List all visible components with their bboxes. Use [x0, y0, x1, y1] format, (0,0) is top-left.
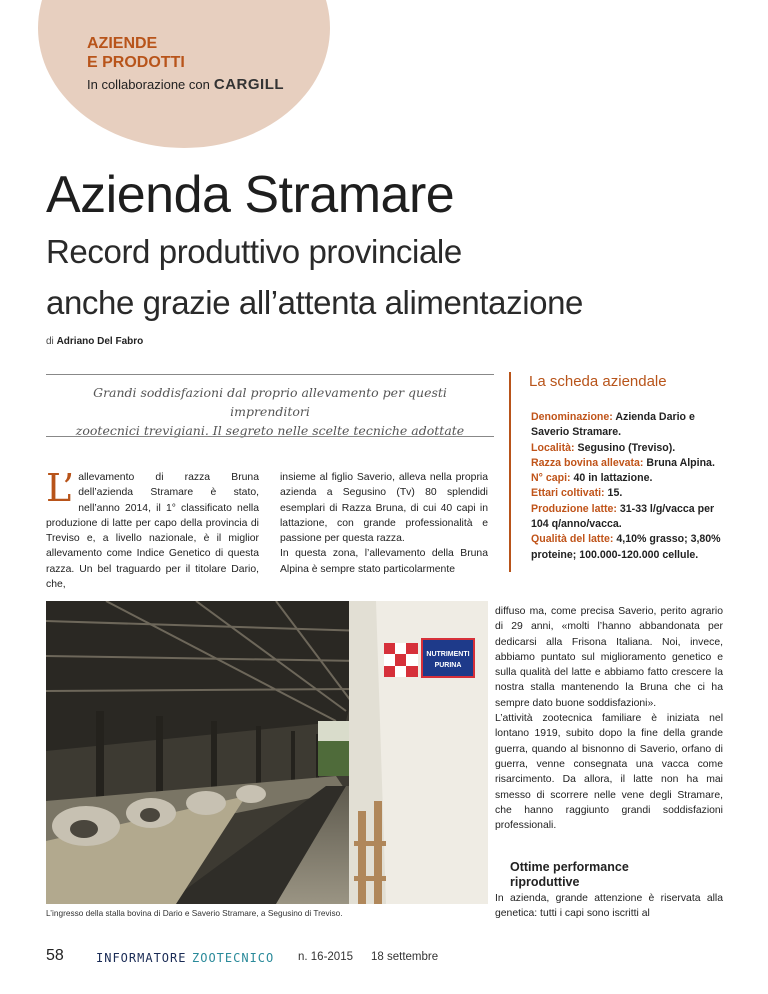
purina-logo-icon: [384, 643, 418, 677]
magazine-name-part1: INFORMATORE: [96, 951, 187, 965]
barn-photo-illustration: [46, 601, 488, 904]
lead-line2: zootecnici trevigiani. Il segreto nelle scelte tecniche adottate: [75, 423, 465, 438]
col3-text2: L’attività zootecnica familiare è iniziata nel lontano 1919, subito dopo la fine della grande guerra, quando al bisnonno di Saverio, orfano di guerra, venne consegnata una vacca come risarcimento. Da allora, il latte non ha mai smesso di scorrere nelle vene degli Stramare, che hanno raggiunto grandi soddisfazioni professionali.: [495, 713, 723, 832]
sidebar-facts: [531, 410, 731, 563]
col2-text: insieme al figlio Saverio, alleva nella propria azienda a Segusino (Tv) 80 splendidi esemplari di Razza Bruna, di cui 40 capi in lattazione, con grande professionalità e passione per questa razza.: [280, 472, 488, 545]
body-column-1: [46, 466, 259, 592]
fact-produzione: Produzione latte: 31-33 l/g/vacca per 104 q/anno/vacca.: [531, 502, 715, 531]
section-badge: [38, 0, 330, 148]
lead-line1: Grandi soddisfazioni dal proprio allevamento per questi imprenditori: [93, 385, 447, 419]
col1-text: allevamento di razza Bruna dell’azienda Stramare è stato, nell’anno 2014, il 1° classificato nella produzione di latte per capo della provincia di Treviso e, a livello nazionale, è il miglior allevamento come Indice Genetico di questa razza. Un bel traguardo per il titolare Dario, che,: [46, 472, 259, 591]
collab-prefix: In collaborazione con: [87, 77, 210, 92]
article-subtitle-line2: anche grazie all’attenta alimentazione: [46, 284, 583, 321]
section-line1: AZIENDE: [87, 35, 158, 52]
drop-cap: L’: [46, 466, 75, 510]
sidebar-accent-bar: [509, 372, 511, 572]
page-number: 58: [46, 947, 64, 964]
author: Adriano Del Fabro: [56, 336, 144, 347]
fact-qualita: Qualità del latte: 4,10% grasso; 3,80% proteine; 100.000-120.000 cellule.: [531, 533, 721, 561]
fact-capi: N° capi: 40 in lattazione.: [531, 472, 653, 485]
barn-photo: [46, 601, 488, 904]
article-title: Azienda Stramare: [46, 166, 455, 224]
issue-number: n. 16-2015: [298, 951, 353, 963]
lead-paragraph: [60, 383, 480, 440]
lead-top-rule: [46, 374, 494, 375]
article-subtitle-line1: Record produttivo provinciale: [46, 233, 462, 270]
fact-razza: Razza bovina allevata: Bruna Alpina.: [531, 456, 715, 469]
photo-caption: L’ingresso della stalla bovina di Dario e Saverio Stramare, a Segusino di Treviso.: [46, 908, 343, 918]
col3-text3: In azienda, grande attenzione è riservata alla genetica: tutti i capi sono iscritti al: [495, 893, 723, 920]
section-label: [87, 34, 185, 72]
sign-line1: NUTRIMENTI: [426, 651, 470, 658]
issue-date: 18 settembre: [371, 951, 439, 963]
sign-line2: PURINA: [434, 662, 462, 669]
body-column-3: [495, 604, 723, 833]
magazine-name-part2: ZOOTECNICO: [192, 951, 275, 965]
byline-prefix: di: [46, 336, 54, 347]
fact-ettari: Ettari coltivati: 15.: [531, 487, 623, 500]
col2-text2: In questa zona, l’allevamento della Bruna Alpina è sempre stato particolarmente: [280, 548, 488, 575]
fact-localita: Località: Segusino (Treviso).: [531, 441, 676, 454]
section-heading-performance: Ottime performance riproduttive: [510, 860, 629, 889]
collab-brand: CARGILL: [213, 76, 285, 93]
collaboration-line: [87, 76, 284, 93]
body-column-2: [280, 470, 488, 577]
byline: [46, 336, 143, 347]
fact-denominazione: Denominazione: Azienda Dario e Saverio Stramare.: [531, 411, 695, 439]
sidebar-title: La scheda aziendale: [529, 373, 667, 390]
section-line2: E PRODOTTI: [87, 54, 185, 71]
lead-bottom-rule: [46, 436, 494, 437]
col3-text1: diffuso ma, come precisa Saverio, perito agrario di 29 anni, «molti l’hanno abbandonata per dedicarsi alla Frisona Italiana. Noi, invece, abbiamo puntato sul miglioramento genetico e sulla qualità del latte e abbiamo fatto crescere la nostra stalla mantenendo la Bruna che ci ha sempre dato buone soddisfazioni».: [495, 606, 723, 709]
